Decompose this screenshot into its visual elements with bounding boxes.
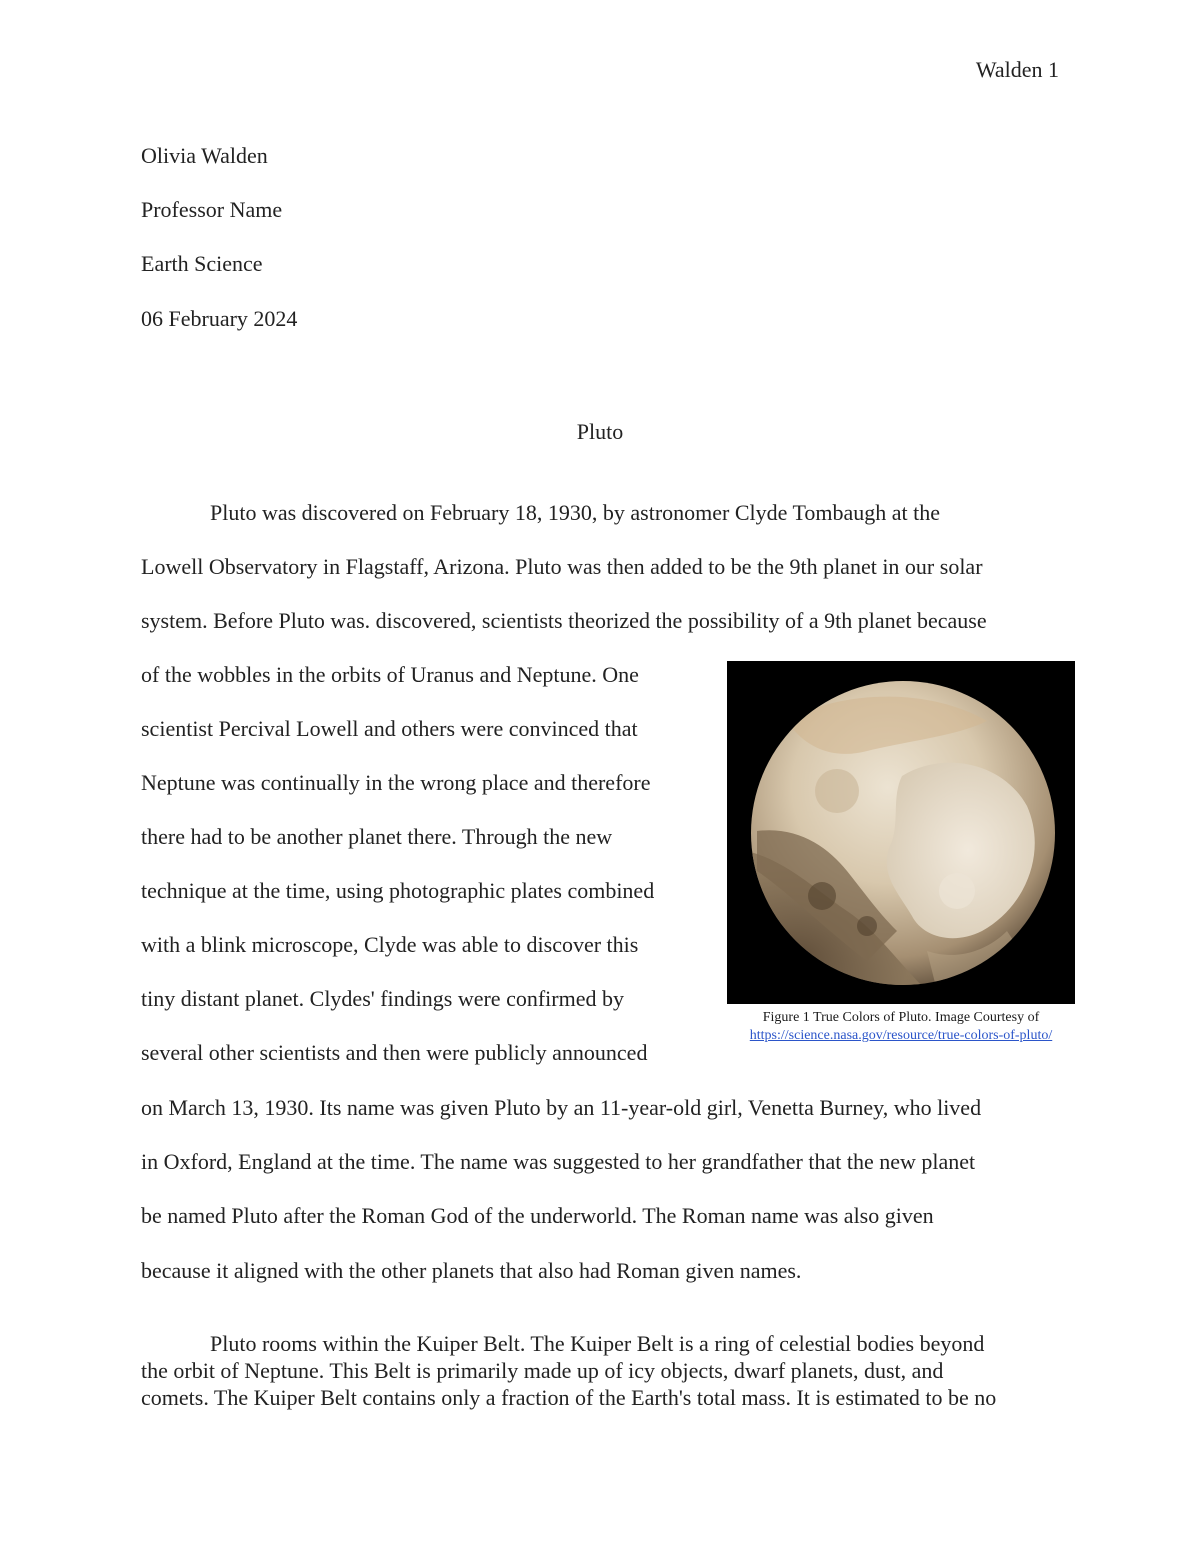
paragraph-1-line: be named Pluto after the Roman God of the underworld. The Roman name was also given xyxy=(141,1203,934,1228)
paragraph-1-line: system. Before Pluto was. discovered, scientists theorized the possibility of a 9th planet because xyxy=(141,608,987,633)
paragraph-1-line: Neptune was continually in the wrong place and therefore xyxy=(141,770,651,795)
paragraph-1-line: in Oxford, England at the time. The name was suggested to her grandfather that the new planet xyxy=(141,1149,976,1174)
document-title: Pluto xyxy=(576,419,624,444)
pluto-illustration xyxy=(727,661,1075,1004)
paragraph-1-line: Lowell Observatory in Flagstaff, Arizona. Pluto was then added to be the 9th planet in our solar xyxy=(141,554,983,579)
paragraph-1-line: on March 13, 1930. Its name was given Pluto by an 11-year-old girl, Venetta Burney, who lived xyxy=(141,1095,982,1120)
paragraph-2-line: comets. The Kuiper Belt contains only a fraction of the Earth's total mass. It is estimated to be no xyxy=(141,1385,997,1410)
page-header: Walden 1 xyxy=(975,57,1059,82)
course-name: Earth Science xyxy=(141,251,263,276)
paragraph-1-line: several other scientists and then were publicly announced xyxy=(141,1040,648,1065)
figure-source-link[interactable]: https://science.nasa.gov/resource/true-colors-of-pluto/ xyxy=(749,1028,1053,1043)
paragraph-1-line: with a blink microscope, Clyde was able to discover this xyxy=(141,932,639,957)
figure-caption xyxy=(720,1009,1082,1045)
document-date: 06 February 2024 xyxy=(141,306,298,331)
paragraph-1-line: tiny distant planet. Clydes' findings were confirmed by xyxy=(141,986,624,1011)
paragraph-1-line: of the wobbles in the orbits of Uranus and Neptune. One xyxy=(141,662,639,687)
paragraph-2-line: the orbit of Neptune. This Belt is primarily made up of icy objects, dwarf planets, dust, and xyxy=(141,1358,944,1383)
author-name: Olivia Walden xyxy=(141,143,268,168)
paragraph-1-line: because it aligned with the other planets that also had Roman given names. xyxy=(141,1258,802,1283)
paragraph-1-line: Pluto was discovered on February 18, 1930, by astronomer Clyde Tombaugh at the xyxy=(210,500,941,525)
professor-name: Professor Name xyxy=(141,197,283,222)
figure-caption-text: Figure 1 True Colors of Pluto. Image Courtesy of xyxy=(762,1010,1040,1025)
pluto-image xyxy=(727,661,1075,1004)
paragraph-1-line: there had to be another planet there. Through the new xyxy=(141,824,613,849)
paragraph-1-line: scientist Percival Lowell and others were convinced that xyxy=(141,716,638,741)
paragraph-1-line: technique at the time, using photographic plates combined xyxy=(141,878,655,903)
paragraph-2-line: Pluto rooms within the Kuiper Belt. The Kuiper Belt is a ring of celestial bodies beyond xyxy=(210,1331,985,1356)
